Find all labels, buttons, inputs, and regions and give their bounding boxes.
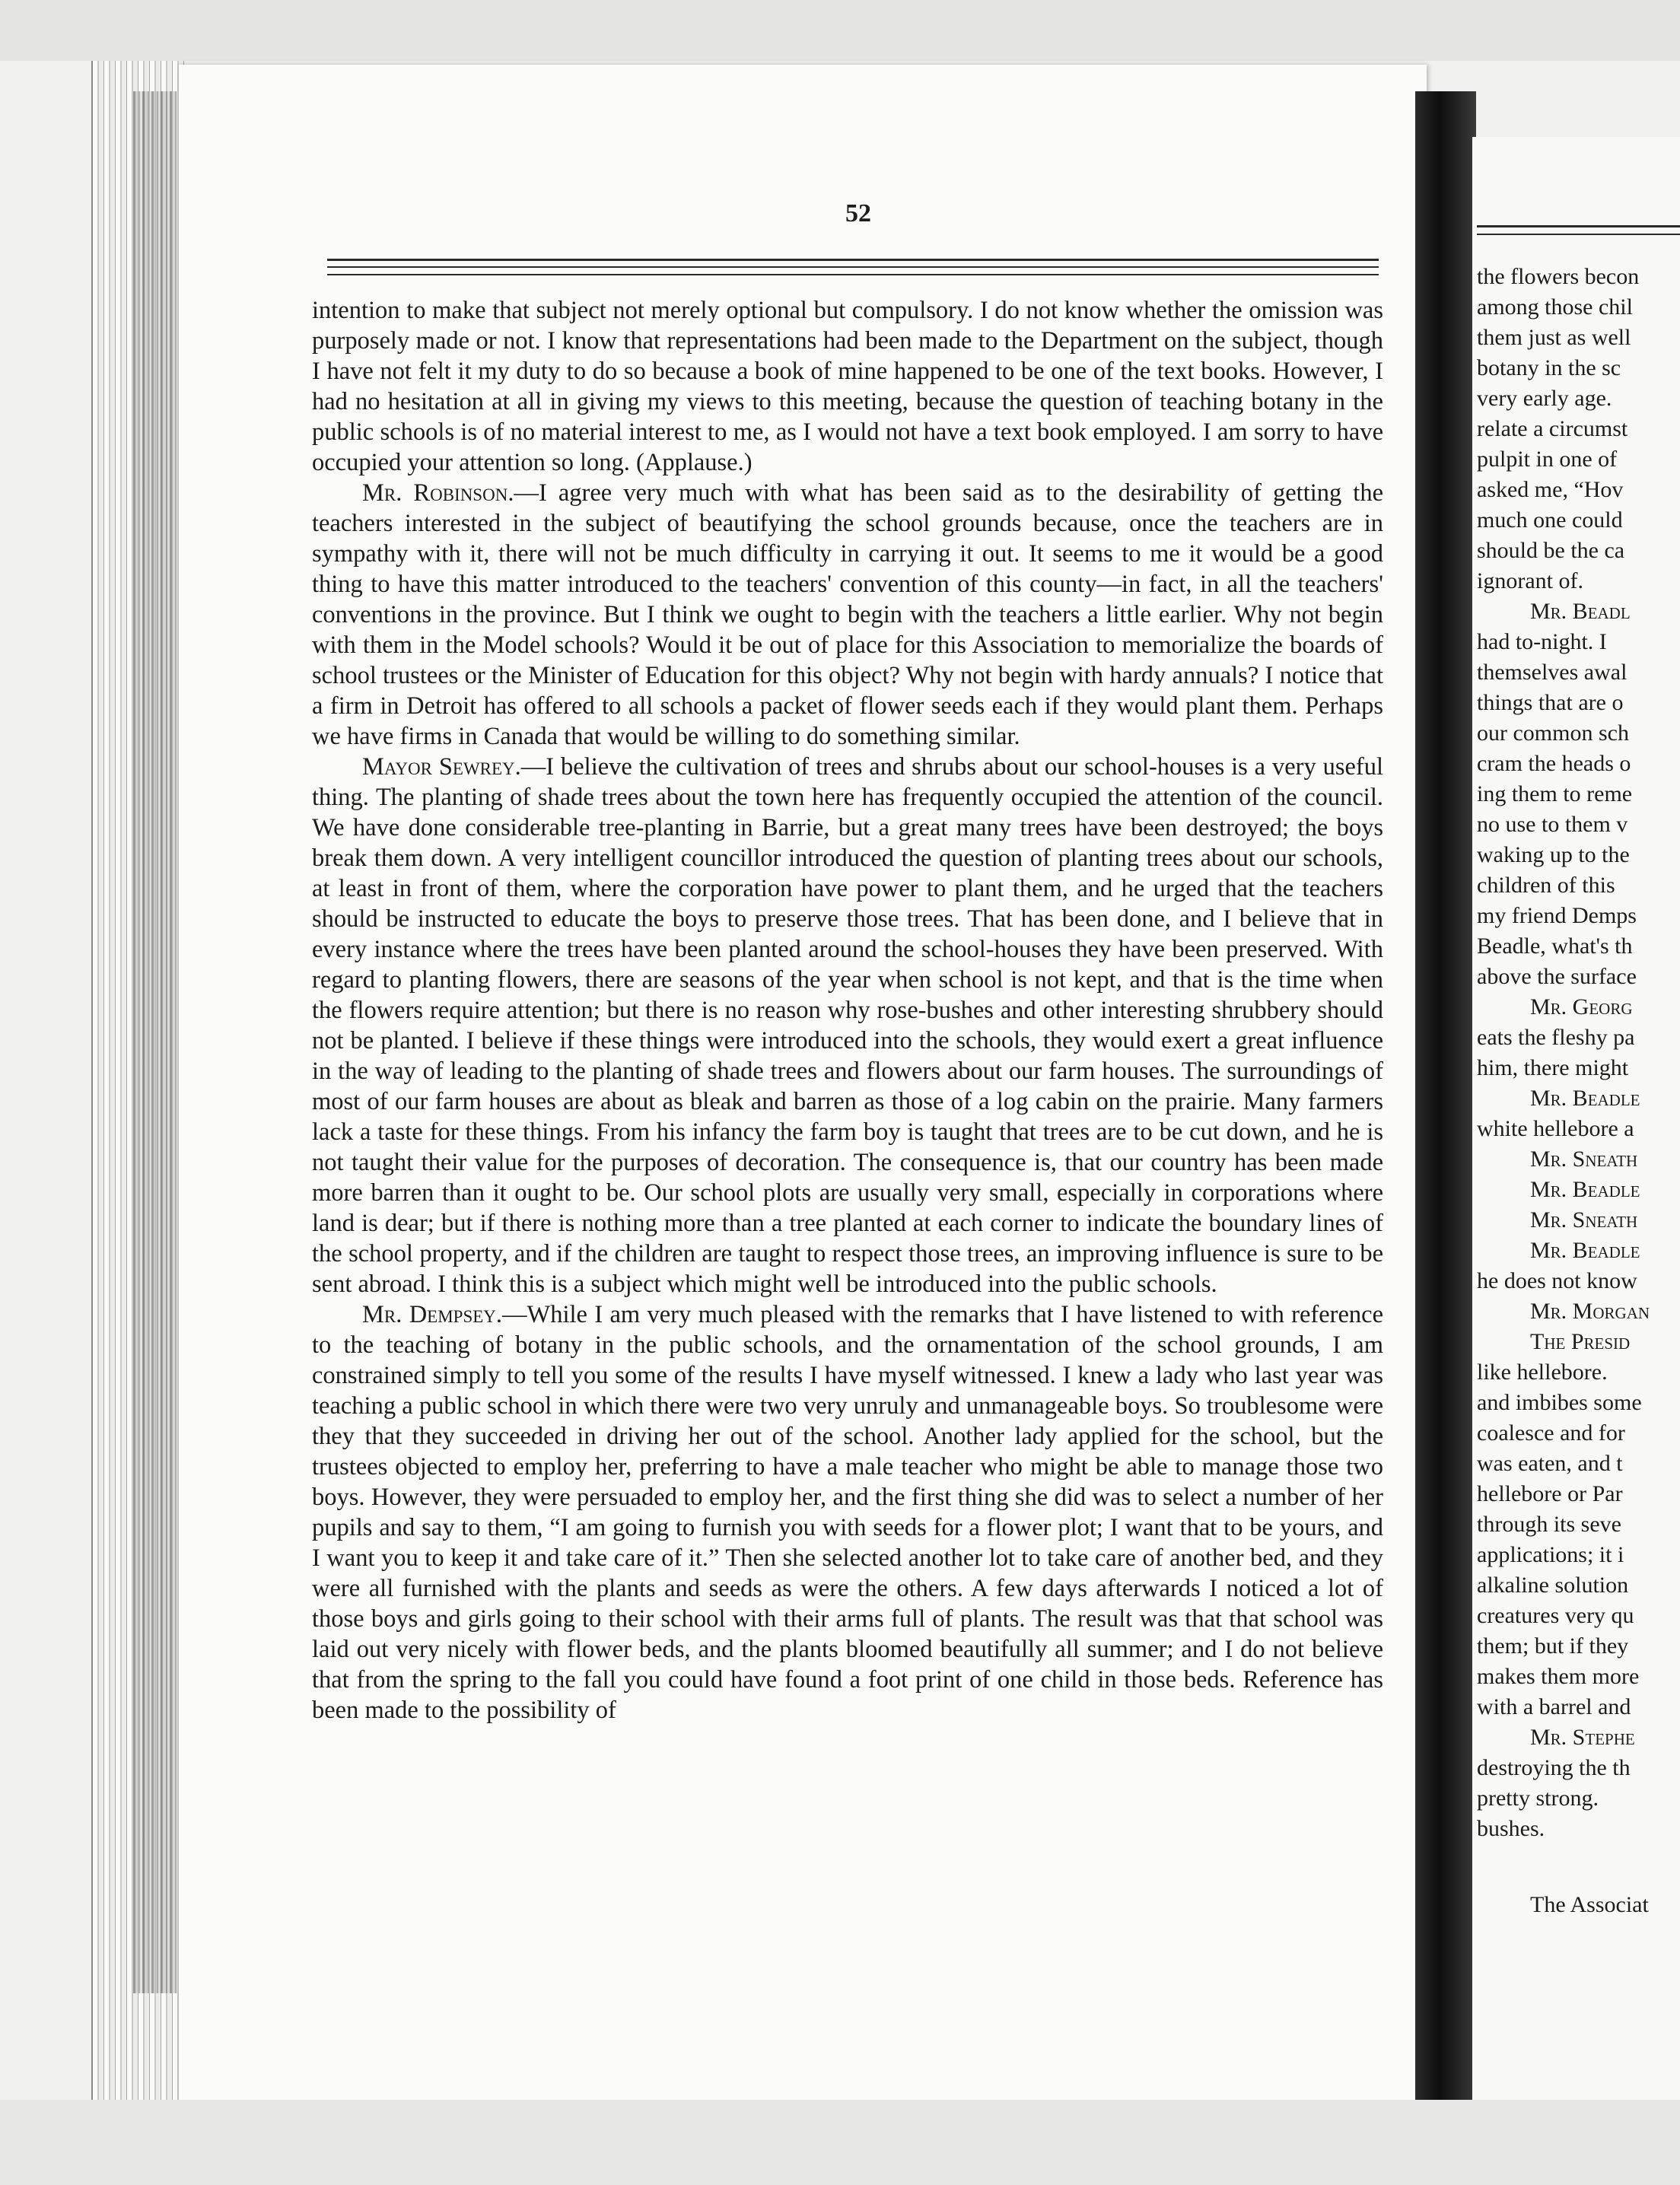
paragraph-text: —I believe the cultivation of trees and shrubs about our school-houses is a very useful thing. The planting of shade trees about the town here has frequently occupied the attention of the council. We have done considerable tree-planting in Barrie, but a great many trees have been destroyed; the boys break them down. A very intelligent councillor introduced the question of planting trees about our schools, at least in front of them, where the corporation have power to plant them, and he urged that the teachers should be instructed to educate the boys to preserve those trees. That has been done, and I believe that in every instance where the trees have been planted around the school-houses they have been preserved. With regard to planting flowers, there are seasons of the year when school is not kept, and that is the time when the flowers require attention; but there is no reason why rose-bushes and other interesting shrubbery should not be planted. I believe if these things were introduced into the schools, they would exert a great influence in the way of leading to the planting of shade trees and flowers about our farm houses. The surroundings of most of our farm houses are about as bleak and barren as those of a log cabin on the prairie. Many farmers lack a taste for these things. From his infancy the farm boy is taught that trees are to be cut down, and he is not taught their value for the purposes of decoration. The consequence is, that our country has been made more barren than it ought to be. Our school plots are usually very small, especially in corporations where land is dear; but if there is nothing more than a tree planted at each corner to indicate the boundary lines of the school property, and if the children are taught to respect those trees, an improving influence is sure to be sent abroad. I think this is a subject which might well be introduced into the public schools. [312, 753, 1383, 1298]
book-gutter [1415, 91, 1476, 2145]
facing-line: botany in the sc [1477, 355, 1621, 380]
facing-line: pretty strong. [1477, 1786, 1599, 1811]
facing-line: like hellebore. [1477, 1360, 1608, 1385]
facing-line: ignorant of. [1477, 568, 1583, 593]
facing-line: through its seve [1477, 1512, 1621, 1537]
facing-page-text [1477, 262, 1680, 1920]
facing-line: themselves awal [1477, 660, 1628, 685]
header-rule-thin-2 [327, 274, 1379, 275]
facing-line: alkaline solution [1477, 1573, 1629, 1598]
facing-line: hellebore or Par [1477, 1481, 1623, 1506]
facing-line: Beadle, what's th [1477, 933, 1633, 959]
paragraph-continued [312, 295, 1383, 478]
facing-line: should be the ca [1477, 538, 1625, 563]
facing-line: coalesce and for [1477, 1420, 1625, 1446]
page-number: 52 [845, 199, 871, 227]
book-page-edges-shadow [133, 91, 179, 1993]
facing-line: Mr. Beadle [1530, 1238, 1640, 1263]
facing-line: very early age. [1477, 386, 1612, 411]
facing-line: our common sch [1477, 720, 1629, 746]
facing-line: things that are o [1477, 690, 1624, 715]
facing-line: had to-night. I [1477, 629, 1607, 654]
page-body [312, 295, 1383, 1725]
facing-line: bushes. [1477, 1816, 1545, 1841]
header-rule [327, 259, 1379, 261]
facing-line: makes them more [1477, 1664, 1640, 1689]
speaker-name: Mr. Dempsey. [362, 1301, 503, 1328]
facing-line: waking up to the [1477, 842, 1630, 867]
facing-line: pulpit in one of [1477, 447, 1618, 472]
facing-line: asked me, “Hov [1477, 477, 1624, 502]
facing-line: The Associat [1530, 1892, 1649, 1917]
facing-line: children of this [1477, 873, 1615, 898]
facing-line: and imbibes some [1477, 1390, 1642, 1415]
facing-page [1472, 137, 1680, 2115]
facing-line: no use to them v [1477, 812, 1628, 837]
facing-line: he does not know [1477, 1268, 1637, 1293]
paragraph-text: intention to make that subject not merely optional but compulsory. I do not know whether the omission was purposely made or not. I know that representations had been made to the Department on the subject, though I have not felt it my duty to do so because a book of mine happened to be one of the text books. However, I had no hesitation at all in giving my views to this meeting, because the question of teaching botany in the public schools is of no material interest to me, as I would not have a text book employed. I am sorry to have occupied your attention so long. (Applause.) [312, 297, 1383, 476]
facing-line: relate a circumst [1477, 416, 1628, 441]
facing-line: The Presid [1530, 1329, 1631, 1354]
scan-bottom-margin [0, 2100, 1680, 2185]
scan-top-margin [0, 0, 1680, 61]
facing-line: my friend Demps [1477, 903, 1637, 928]
facing-line: Mr. Sneath [1530, 1147, 1638, 1172]
facing-line: above the surface [1477, 964, 1637, 989]
facing-line: destroying the th [1477, 1755, 1631, 1780]
facing-line: ing them to reme [1477, 781, 1633, 806]
facing-gap [1477, 1844, 1680, 1890]
paragraph-sewrey [312, 752, 1383, 1299]
facing-header-rule-thin [1477, 234, 1680, 235]
facing-line: Mr. Beadle [1530, 1177, 1640, 1202]
facing-line: applications; it i [1477, 1542, 1624, 1567]
paragraph-dempsey [312, 1299, 1383, 1725]
facing-header-rule [1477, 225, 1680, 227]
facing-line: Mr. Beadl [1530, 599, 1631, 624]
paragraph-text: —While I am very much pleased with the remarks that I have listened to with reference to the teaching of botany in the public schools, and the ornamentation of the school grounds, I am constrained simply to tell you some of the results I have myself witnessed. I knew a lady who last year was teaching a public school in which there were two very unruly and unmanageable boys. So troublesome were they that they succeeded in driving her out of the school. Another lady applied for the school, but the trustees objected to employ her, preferring to have a male teacher who might be able to manage those two boys. However, they were persuaded to employ her, and the first thing she did was to select a number of her pupils and say to them, “I am going to furnish you with seeds for a flower plot; I want that to be yours, and I want you to keep it and take care of it.” Then she selected another lot to take care of another bed, and they were all furnished with the plants and seeds as were the others. A few days afterwards I noticed a lot of those boys and girls going to their school with their arms full of plants. The result was that that school was laid out very nicely with flower beds, and the plants bloomed beautifully all summer; and I do not believe that from the spring to the fall you could have found a foot print of one child in those beds. Reference has been made to the possibility of [312, 1301, 1383, 1724]
paragraph-text: —I agree very much with what has been said as to the desirability of getting the teachers interested in the subject of beautifying the school grounds because, once the teachers are in sympathy with it, there will not be much difficulty in carrying it out. It seems to me it would be a good thing to have this matter introduced to the teachers' convention of this county—in fact, in all the teachers' conventions in the province. But I think we ought to begin with the teachers a little earlier. Why not begin with them in the Model schools? Would it be out of place for this Association to memorialize the boards of school trustees or the Minister of Education for this object? Why not begin with hardy annuals? I notice that a firm in Detroit has offered to all schools a packet of flower seeds each if they would plant them. Perhaps we have firms in Canada that would be willing to do something similar. [312, 479, 1384, 750]
speaker-name: Mr. Robinson. [362, 479, 514, 507]
paragraph-robinson [312, 478, 1383, 752]
facing-line: him, there might [1477, 1055, 1629, 1080]
facing-line: the flowers becon [1477, 264, 1640, 289]
header-rule-thin [327, 266, 1379, 268]
facing-line: was eaten, and t [1477, 1451, 1623, 1476]
facing-line: with a barrel and [1477, 1694, 1631, 1719]
facing-line: them just as well [1477, 325, 1631, 350]
facing-line: cram the heads o [1477, 751, 1631, 776]
facing-line: Mr. Georg [1530, 994, 1633, 1019]
facing-line: eats the fleshy pa [1477, 1025, 1635, 1050]
facing-line: white hellebore a [1477, 1116, 1634, 1141]
facing-line: Mr. Beadle [1530, 1086, 1640, 1111]
facing-line: creatures very qu [1477, 1603, 1634, 1628]
facing-line: Mr. Sneath [1530, 1207, 1638, 1232]
speaker-name: Mayor Sewrey. [362, 753, 521, 781]
facing-line: Mr. Stephe [1530, 1725, 1635, 1750]
facing-line: among those chil [1477, 294, 1633, 320]
facing-line: much one could [1477, 507, 1623, 533]
facing-line: Mr. Morgan [1530, 1299, 1650, 1324]
facing-line: them; but if they [1477, 1633, 1629, 1659]
